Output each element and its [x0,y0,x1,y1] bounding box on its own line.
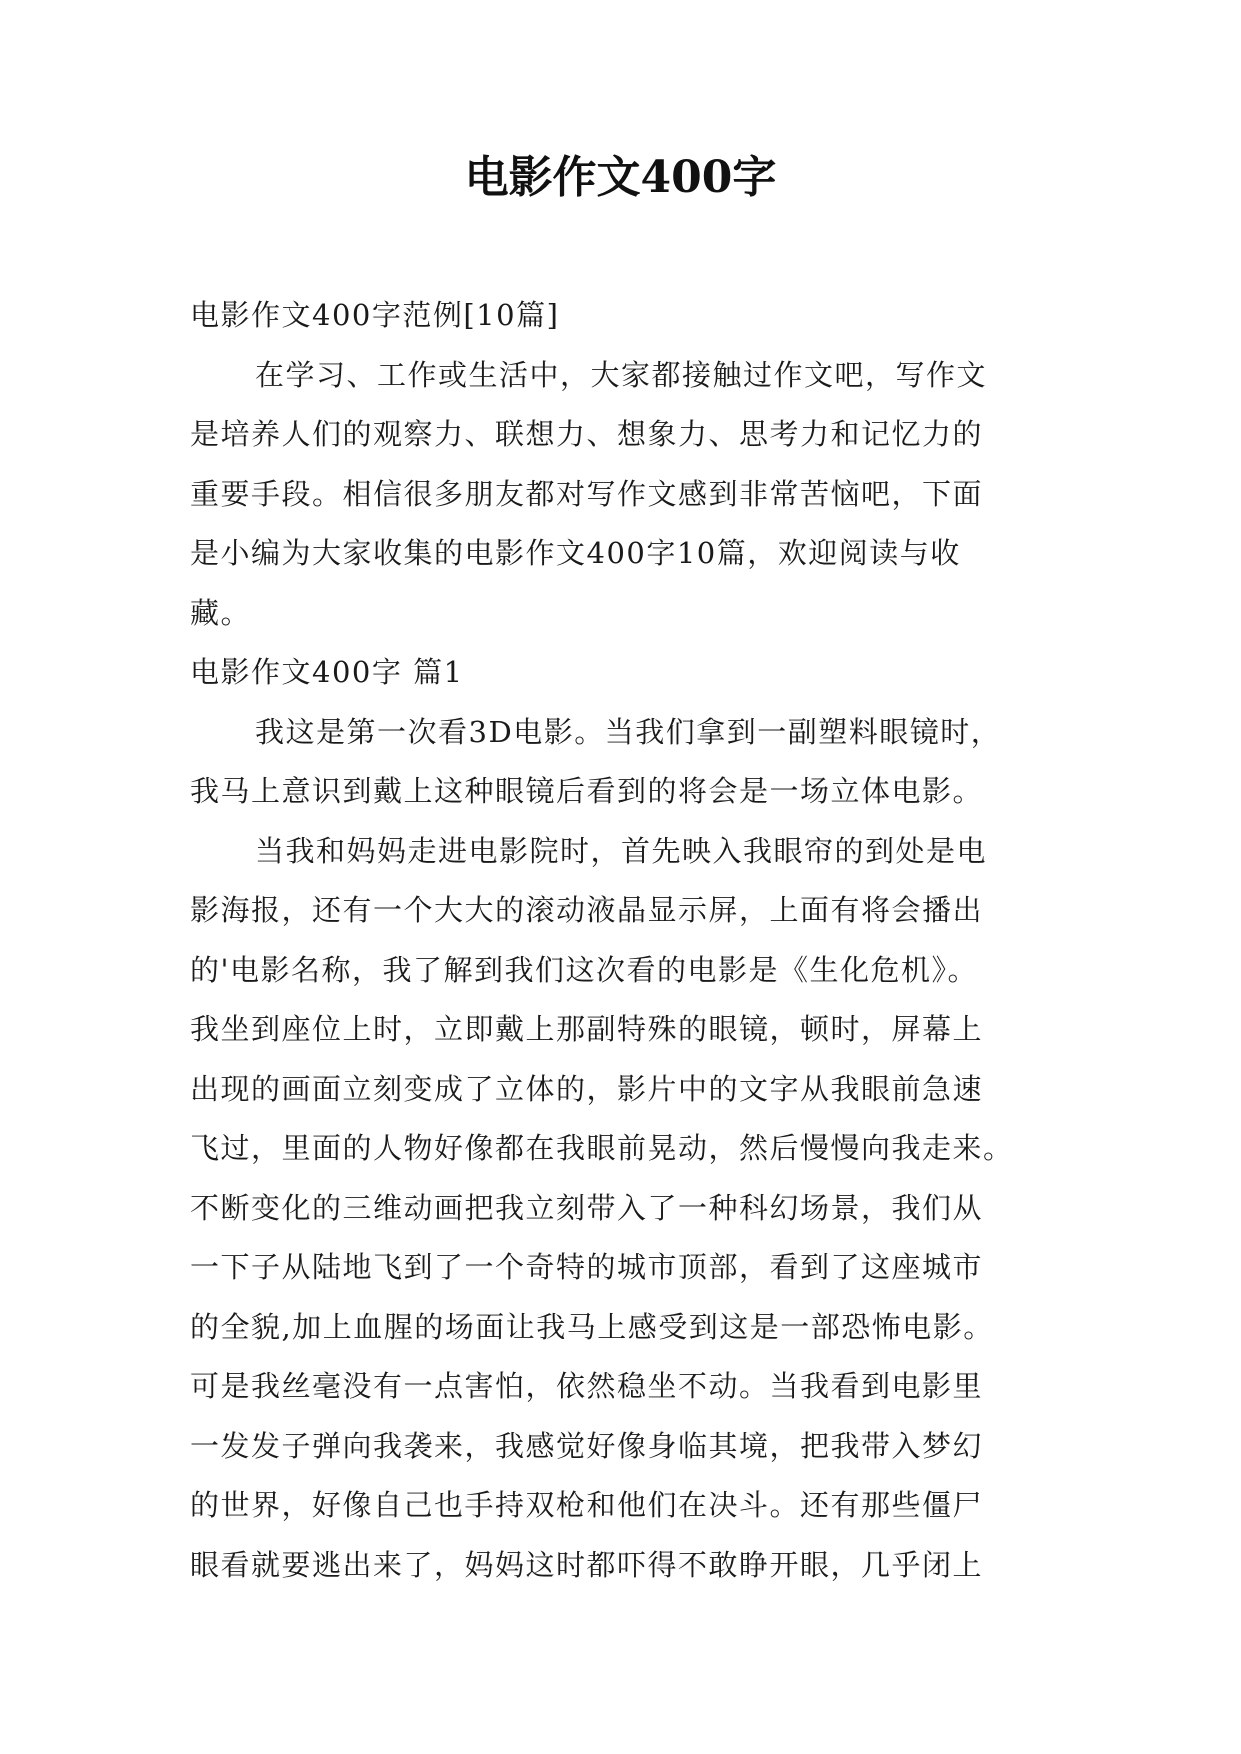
paragraph-line: 我马上意识到戴上这种眼镜后看到的将会是一场立体电影。 [190,774,984,808]
paragraph-line: 影海报，还有一个大大的滚动液晶显示屏，上面有将会播出 [190,893,984,927]
paragraph-line: 的世界，好像自己也手持双枪和他们在决斗。还有那些僵尸 [190,1488,984,1522]
document-title: 电影作文400字 [464,152,777,203]
document-subtitle: 电影作文400字范例[10篇] [190,298,560,332]
intro-line: 是培养人们的观察力、联想力、想象力、思考力和记忆力的 [190,417,984,451]
paragraph-line: 一发发子弹向我袭来，我感觉好像身临其境，把我带入梦幻 [190,1428,984,1463]
paragraph-1 [190,703,1060,822]
paragraph-line: 不断变化的三维动画把我立刻带入了一种科幻场景，我们从 [190,1190,984,1225]
intro-paragraph [190,346,1060,644]
paragraph-line: 可是我丝毫没有一点害怕，依然稳坐不动。当我看到电影里 [190,1369,984,1403]
document-body [190,286,1060,1595]
section-heading: 电影作文400字 篇1 [190,655,464,689]
paragraph-line: 我这是第一次看3D电影。当我们拿到一副塑料眼镜时， [255,714,1002,749]
intro-line: 重要手段。相信很多朋友都对写作文感到非常苦恼吧，下面 [190,476,984,511]
paragraph-line: 的全貌,加上血腥的场面让我马上感受到这是一部恐怖电影。 [190,1309,994,1344]
paragraph-line: 出现的画面立刻变成了立体的，影片中的文字从我眼前急速 [190,1071,984,1106]
intro-line: 藏。 [190,595,252,630]
paragraph-2 [190,822,1060,1596]
intro-line: 在学习、工作或生活中，大家都接触过作文吧，写作文 [255,357,988,392]
intro-line: 是小编为大家收集的电影作文400字10篇，欢迎阅读与收 [190,536,961,570]
paragraph-line: 我坐到座位上时，立即戴上那副特殊的眼镜，顿时，屏幕上 [190,1012,984,1046]
paragraph-line: 的'电影名称，我了解到我们这次看的电影是《生化危机》。 [190,952,978,987]
paragraph-line: 一下子从陆地飞到了一个奇特的城市顶部，看到了这座城市 [190,1250,984,1284]
paragraph-line: 眼看就要逃出来了，妈妈这时都吓得不敢睁开眼，几乎闭上 [190,1547,984,1582]
paragraph-line: 飞过，里面的人物好像都在我眼前晃动，然后慢慢向我走来。 [190,1131,1014,1165]
paragraph-line: 当我和妈妈走进电影院时，首先映入我眼帘的到处是电 [255,833,988,868]
